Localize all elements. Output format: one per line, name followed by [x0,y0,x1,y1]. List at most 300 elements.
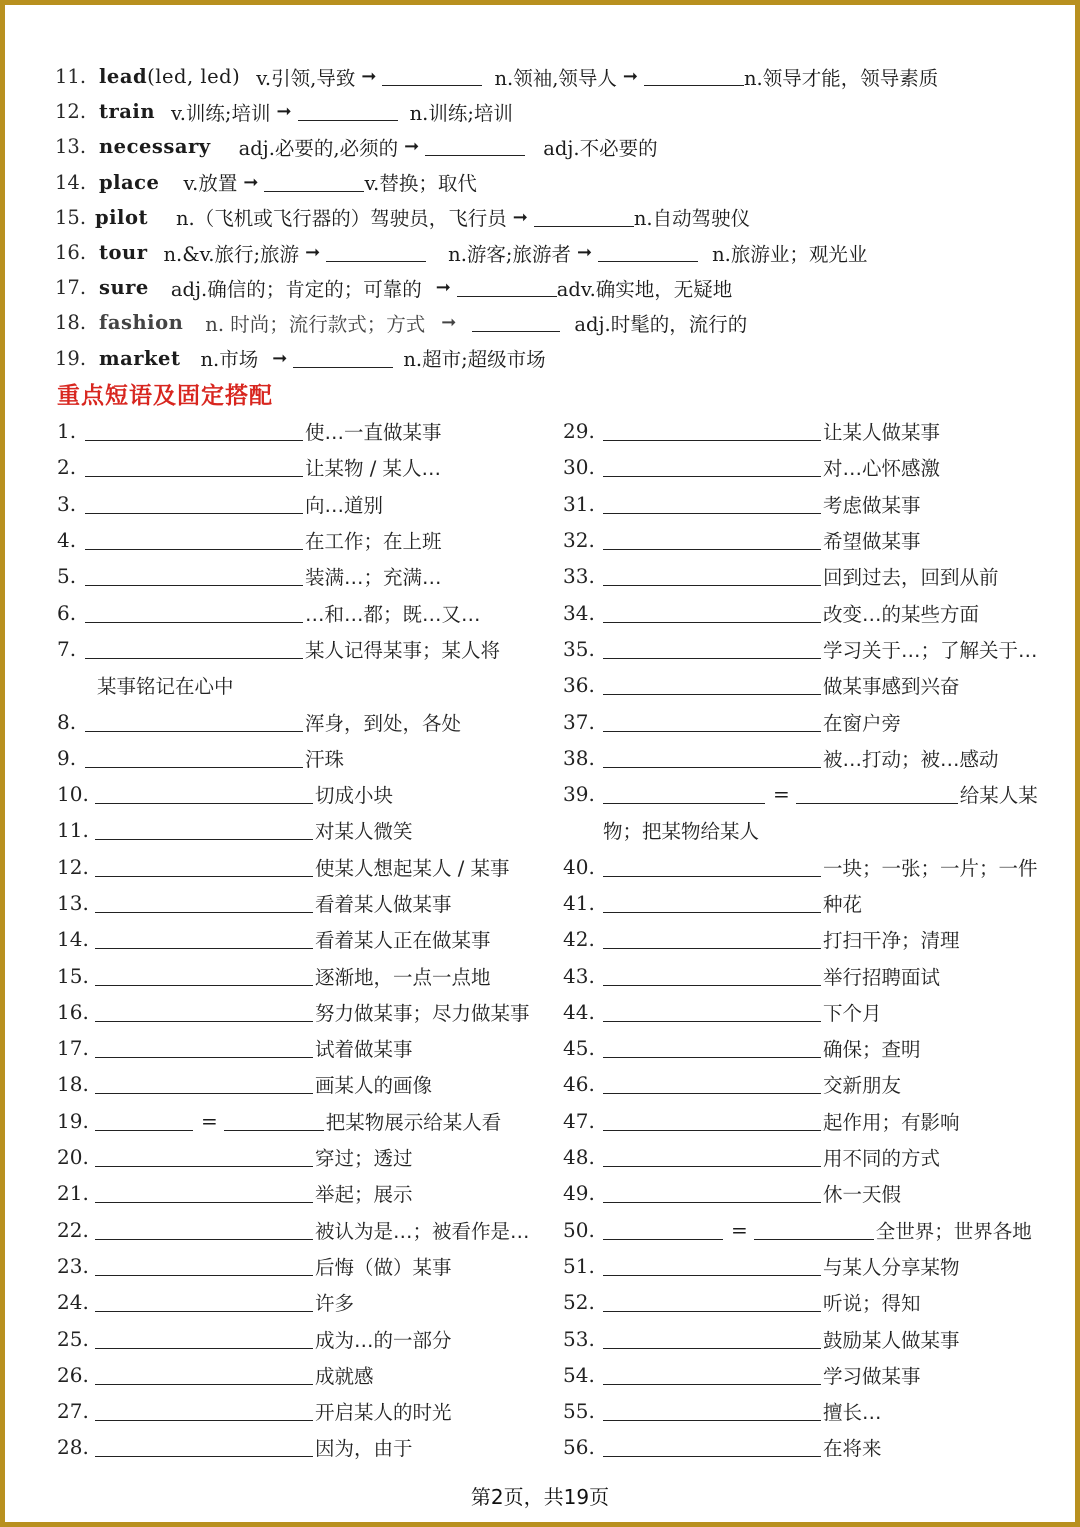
phrase-number: 10. [57,782,89,807]
phrase-meaning: 举行招聘面试 [823,965,941,989]
phrase-number: 9. [57,745,77,770]
phrase-meaning: 因为，由于 [315,1437,413,1461]
phrase-row [57,413,547,449]
answer-blank[interactable] [754,1220,874,1240]
answer-blank[interactable] [95,820,313,840]
phrase-meaning: 看着某人正在做某事 [315,929,491,953]
phrase-row [57,776,547,812]
phrase-meaning: 起作用；有影响 [823,1110,960,1134]
phrase-number: 2. [57,455,77,480]
phrase-row [563,522,1043,558]
phrase-meaning: 某人记得某事；某人将 [305,638,501,662]
phrase-number: 31. [563,491,595,516]
vocab-meaning: v.替换；取代 [364,172,477,196]
phrase-meaning: 用不同的方式 [823,1147,941,1171]
vocab-row [55,165,1055,200]
answer-blank[interactable] [603,639,821,659]
phrase-row [563,776,1043,812]
phrase-meaning: 考虑做某事 [823,493,921,517]
vocab-row [55,341,1055,376]
phrase-number: 33. [563,564,595,589]
phrase-number: 51. [563,1253,595,1278]
answer-blank[interactable] [95,1147,313,1167]
phrase-meaning: …和…都；既…又… [305,602,481,626]
phrase-row [563,849,1043,885]
phrase-meaning: 擅长… [823,1401,882,1425]
phrase-number: 1. [57,419,77,444]
phrase-meaning: 后悔（做）某事 [315,1255,452,1279]
answer-blank[interactable] [85,748,303,768]
phrase-number: 49. [563,1181,595,1206]
phrase-meaning: 汗珠 [305,747,345,771]
phrase-number: 42. [563,927,595,952]
answer-blank[interactable] [603,893,821,913]
answer-blank[interactable] [264,173,364,192]
phrase-continuation [57,667,547,703]
answer-blank[interactable] [603,748,821,768]
phrase-number: 37. [563,709,595,734]
phrase-meaning: 在工作；在上班 [305,530,442,554]
phrase-row [57,1030,547,1066]
phrase-meaning: 鼓励某人做某事 [823,1328,960,1352]
phrase-meaning: 逐渐地，一点一点地 [315,965,491,989]
phrase-meaning-continued: 某事铭记在心中 [97,675,234,699]
phrase-row [57,703,547,739]
phrase-number: 46. [563,1072,595,1097]
phrase-number: 24. [57,1290,89,1315]
phrase-meaning: 回到过去，回到从前 [823,566,999,590]
phrase-meaning: 在窗户旁 [823,711,902,735]
phrase-number: 25. [57,1326,89,1351]
vocab-meaning: adj.确信的；肯定的；可靠的 [170,277,422,301]
answer-blank[interactable] [85,639,303,659]
phrase-meaning: 成为…的一部分 [315,1328,452,1352]
phrase-meaning: 交新朋友 [823,1074,902,1098]
phrase-number: 45. [563,1036,595,1061]
phrase-meaning: 使…一直做某事 [305,421,442,445]
phrase-meaning: 举起；展示 [315,1183,413,1207]
answer-blank[interactable] [95,1437,313,1457]
answer-blank[interactable] [603,1256,821,1276]
phrase-meaning: 做某事感到兴奋 [823,675,960,699]
arrow-icon: ➞ [243,171,259,193]
answer-blank[interactable] [95,966,313,986]
phrase-row [563,558,1043,594]
answer-blank[interactable] [603,784,765,804]
phrase-row [57,1284,547,1320]
phrase-meaning: 对…心怀感激 [823,457,941,481]
answer-blank[interactable] [534,208,634,227]
answer-blank[interactable] [95,1256,313,1276]
phrase-number: 11. [57,818,89,843]
vocab-word: fashion [99,311,184,335]
phrase-meaning: 试着做某事 [315,1038,413,1062]
answer-blank[interactable] [603,1111,821,1131]
arrow-icon: ➞ [622,66,638,88]
phrase-meaning: 让某物 / 某人… [305,457,441,481]
phrase-row [563,921,1043,957]
phrase-number: 54. [563,1362,595,1387]
phrase-row [57,921,547,957]
vocab-number: 11. [55,65,87,89]
answer-blank[interactable] [603,1365,821,1385]
vocab-word: necessary [99,135,211,159]
answer-blank[interactable] [85,494,303,514]
phrase-meaning: 给某人某 [959,784,1038,808]
vocab-meaning: n.&v.旅行;旅游 [163,242,300,266]
answer-blank[interactable] [293,349,393,368]
vocab-number: 15. [55,205,87,229]
phrase-number: 39. [563,782,595,807]
arrow-icon: ➞ [272,347,288,369]
answer-blank[interactable] [95,1329,313,1349]
phrase-row [563,1429,1043,1465]
phrase-row [563,703,1043,739]
answer-blank[interactable] [603,1183,821,1203]
phrase-row [57,849,547,885]
arrow-icon: ➞ [361,66,377,88]
phrase-row [57,558,547,594]
answer-blank[interactable] [95,929,313,949]
answer-blank[interactable] [603,675,821,695]
answer-blank[interactable] [326,243,426,262]
vocab-meaning: n.市场 [200,348,259,372]
vocab-word: sure [99,276,149,300]
phrase-continuation [563,812,1043,848]
phrase-meaning: 学习做某事 [823,1364,921,1388]
vocab-word: market [99,346,181,370]
arrow-icon: ➞ [276,101,292,123]
vocab-number: 18. [55,311,87,335]
phrase-meaning: 希望做某事 [823,530,921,554]
arrow-icon: ➞ [435,277,451,299]
answer-blank[interactable] [603,1147,821,1167]
phrase-number: 35. [563,636,595,661]
phrase-number: 16. [57,999,89,1024]
answer-blank[interactable] [603,1401,821,1421]
answer-blank[interactable] [457,278,557,297]
answer-blank[interactable] [603,857,821,877]
answer-blank[interactable] [85,712,303,732]
phrase-number: 53. [563,1326,595,1351]
vocab-meaning: adj.必要的,必须的 [238,136,399,160]
arrow-icon: ➞ [441,312,457,334]
phrase-row [57,594,547,630]
phrase-number: 32. [563,528,595,553]
vocab-meaning: n.训练;培训 [409,101,513,125]
phrase-number: 23. [57,1253,89,1278]
phrase-number: 18. [57,1072,89,1097]
phrase-row [57,885,547,921]
phrase-number: 29. [563,419,595,444]
vocab-meaning: adv.确实地，无疑地 [556,277,733,301]
answer-blank[interactable] [95,1183,313,1203]
phrase-number: 43. [563,963,595,988]
phrase-meaning: 让某人做某事 [823,421,941,445]
answer-blank[interactable] [603,603,821,623]
phrase-row [57,812,547,848]
phrase-row [563,1248,1043,1284]
answer-blank[interactable] [603,457,821,477]
phrase-number: 41. [563,891,595,915]
phrase-number: 7. [57,636,77,661]
phrase-row [57,1139,547,1175]
phrase-column-right [563,413,1043,1466]
answer-blank[interactable] [85,421,303,441]
phrase-row [57,631,547,667]
phrase-meaning: 全世界；世界各地 [875,1219,1032,1243]
vocab-meaning: n.旅游业；观光业 [712,242,868,266]
phrase-meaning: 看着某人做某事 [315,893,452,916]
phrase-meaning: 种花 [823,893,863,916]
phrase-row [57,1212,547,1248]
vocab-meaning: n.（飞机或飞行器的）驾驶员，飞行员 [175,207,507,231]
vocab-number: 13. [55,135,87,159]
phrase-number: 14. [57,927,89,952]
phrase-meaning: 开启某人的时光 [315,1401,452,1425]
vocab-meaning: v.放置 [183,172,238,196]
phrase-number: 47. [563,1108,595,1133]
equals-sign: = [201,1108,218,1133]
phrase-number: 52. [563,1290,595,1315]
vocab-number: 19. [55,346,87,370]
answer-blank[interactable] [95,1292,313,1312]
vocabulary-list [55,59,1055,376]
vocab-meaning: adj.不必要的 [543,136,658,160]
phrase-meaning: 与某人分享某物 [823,1255,960,1279]
vocab-row [55,94,1055,129]
phrase-meaning: 画某人的画像 [315,1074,433,1098]
phrase-number: 44. [563,999,595,1024]
answer-blank[interactable] [85,566,303,586]
phrase-number: 38. [563,745,595,770]
phrase-row [563,1066,1043,1102]
answer-blank[interactable] [603,530,821,550]
phrase-row [57,957,547,993]
phrase-number: 27. [57,1399,89,1424]
phrase-number: 34. [563,600,595,625]
phrase-meaning: 努力做某事；尽力做某事 [315,1001,530,1025]
phrase-meaning-continued: 物；把某物给某人 [603,820,760,844]
vocab-meaning: v.训练;培训 [171,101,271,125]
phrase-meaning: 浑身，到处，各处 [305,711,462,735]
phrase-row [57,1393,547,1429]
answer-blank[interactable] [603,1074,821,1094]
vocab-meaning: v.引领,导致 [256,66,356,90]
phrase-meaning: 使某人想起某人 / 某事 [315,856,510,880]
phrase-row [563,1393,1043,1429]
phrase-number: 4. [57,528,77,553]
phrase-row [57,1248,547,1284]
phrase-row [563,594,1043,630]
answer-blank[interactable] [95,1074,313,1094]
phrase-row [563,957,1043,993]
vocab-row [55,235,1055,270]
answer-blank[interactable] [95,784,313,804]
arrow-icon: ➞ [512,206,528,228]
phrase-row [563,1284,1043,1320]
phrase-meaning: 对某人微笑 [315,820,413,844]
phrase-number: 28. [57,1435,89,1460]
vocab-row [55,59,1055,94]
vocab-row [55,305,1055,340]
phrase-number: 12. [57,854,89,879]
phrase-number: 8. [57,709,77,734]
phrase-number: 20. [57,1145,89,1170]
arrow-icon: ➞ [576,242,593,264]
answer-blank[interactable] [603,421,821,441]
equals-sign: = [773,782,790,807]
vocab-meaning: n.领导才能，领导素质 [744,66,939,90]
phrase-row [563,486,1043,522]
answer-blank[interactable] [95,1220,313,1240]
phrase-meaning: 切成小块 [315,784,394,808]
phrase-row [563,413,1043,449]
answer-blank[interactable] [224,1111,324,1131]
phrase-meaning: 学习关于…；了解关于… [823,638,1038,662]
answer-blank[interactable] [85,530,303,550]
arrow-icon: ➞ [305,242,321,264]
phrase-meaning: 被认为是…；被看作是… [315,1219,530,1243]
answer-blank[interactable] [796,784,958,804]
phrase-meaning: 穿过；透过 [315,1147,413,1171]
answer-blank[interactable] [95,1002,313,1022]
vocab-row [55,200,1055,235]
answer-blank[interactable] [603,966,821,986]
answer-blank[interactable] [603,1329,821,1349]
answer-blank[interactable] [603,494,821,514]
answer-blank[interactable] [603,1220,723,1240]
answer-blank[interactable] [603,1002,821,1022]
answer-blank[interactable] [425,137,525,156]
phrase-row [563,449,1043,485]
answer-blank[interactable] [85,457,303,477]
phrase-meaning: 下个月 [823,1001,882,1025]
answer-blank[interactable] [382,67,482,86]
answer-blank[interactable] [603,712,821,732]
answer-blank[interactable] [472,313,560,332]
phrase-row [563,1212,1043,1248]
vocab-meaning: adj.时髦的，流行的 [574,312,748,336]
phrase-meaning: 许多 [315,1292,355,1316]
phrase-row [563,1139,1043,1175]
phrase-meaning: 把某物展示给某人看 [325,1110,502,1134]
phrase-meaning: 改变…的某些方面 [823,602,980,626]
phrase-row [563,1030,1043,1066]
answer-blank[interactable] [95,1365,313,1385]
vocab-number: 14. [55,170,87,194]
phrase-row [563,885,1043,921]
phrase-row [563,667,1043,703]
vocab-meaning: n.超市;超级市场 [403,348,546,372]
vocab-row [55,270,1055,305]
phrase-meaning: 打扫干净；清理 [823,929,960,953]
phrase-number: 56. [563,1435,595,1460]
vocab-word: tour [99,241,148,265]
answer-blank[interactable] [95,1111,193,1131]
phrase-row [563,1175,1043,1211]
phrase-row [57,994,547,1030]
phrase-row [563,1357,1043,1393]
vocab-word: place [99,170,160,194]
answer-blank[interactable] [298,102,398,121]
phrase-meaning: 确保；查明 [823,1038,921,1062]
section-heading: 重点短语及固定搭配 [57,383,273,409]
vocab-row [55,129,1055,164]
vocab-number: 16. [55,241,87,265]
vocab-meaning: n. 时尚；流行款式；方式 [205,312,426,336]
phrase-meaning: 向…道别 [305,493,384,517]
vocab-number: 12. [55,100,87,124]
vocab-meaning: n.领袖,领导人 [494,66,617,90]
phrase-meaning: 听说；得知 [823,1292,921,1316]
vocab-word: pilot [95,205,148,229]
equals-sign: = [731,1217,748,1242]
answer-blank[interactable] [603,566,821,586]
phrase-number: 55. [563,1399,595,1424]
answer-blank[interactable] [603,1038,821,1058]
phrase-meaning: 被…打动；被…感动 [823,747,999,771]
answer-blank[interactable] [603,1437,821,1457]
phrase-number: 40. [563,854,595,879]
phrase-meaning: 装满…；充满… [305,566,442,590]
phrase-number: 15. [57,963,89,988]
answer-blank[interactable] [644,67,744,86]
answer-blank[interactable] [95,893,313,913]
arrow-icon: ➞ [404,136,420,158]
phrase-row [57,486,547,522]
phrase-row [57,449,547,485]
answer-blank[interactable] [85,603,303,623]
answer-blank[interactable] [603,1292,821,1312]
phrase-row [563,994,1043,1030]
phrase-row [57,1429,547,1465]
phrase-column-left [57,413,547,1466]
answer-blank[interactable] [95,1038,313,1058]
phrase-row [563,740,1043,776]
phrase-meaning: 在将来 [823,1437,882,1461]
phrase-number: 26. [57,1362,89,1387]
phrase-row [57,1357,547,1393]
vocab-meaning: n.自动驾驶仪 [633,207,751,231]
phrase-row [57,1175,547,1211]
answer-blank[interactable] [603,929,821,949]
phrase-number: 22. [57,1217,89,1242]
answer-blank[interactable] [95,1401,313,1421]
phrase-number: 48. [563,1145,595,1170]
phrase-row [57,1103,547,1139]
phrase-row [57,1320,547,1356]
phrase-row [57,740,547,776]
phrase-meaning: 休一天假 [823,1183,902,1207]
phrase-number: 13. [57,891,89,915]
phrase-number: 50. [563,1217,595,1242]
phrase-row [57,522,547,558]
phrase-number: 6. [57,600,77,625]
phrase-number: 3. [57,491,77,516]
phrase-meaning: 一块；一张；一片；一件 [823,856,1038,880]
phrase-row [563,1103,1043,1139]
phrase-row [563,1320,1043,1356]
phrase-row [57,1066,547,1102]
answer-blank[interactable] [95,857,313,877]
phrase-row [563,631,1043,667]
phrase-number: 21. [57,1181,89,1206]
answer-blank[interactable] [598,243,698,262]
phrase-number: 36. [563,673,595,698]
vocab-number: 17. [55,276,87,300]
phrase-number: 19. [57,1108,89,1133]
